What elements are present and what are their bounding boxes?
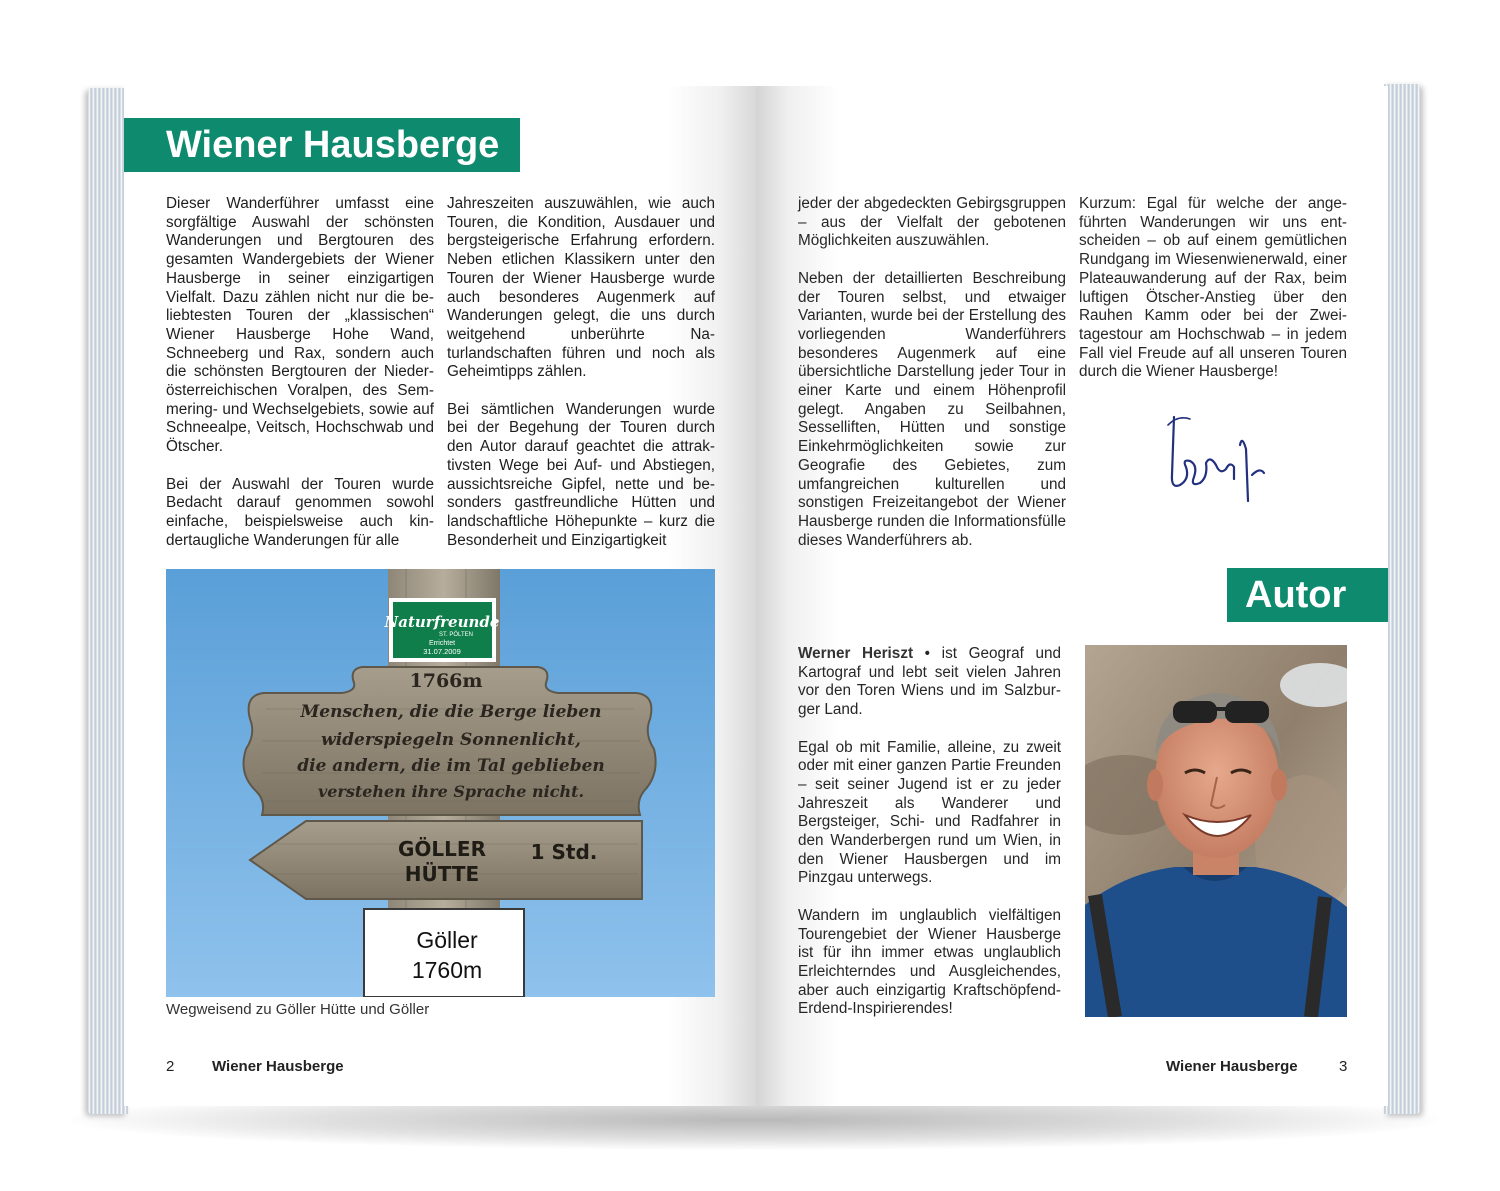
paragraph: Jahreszeiten auszuwählen, wie auch Touren, die Kondition, Ausdauer und bergsteigerische Erfahrung erfordern. Neben etlichen Klassikern unter den Touren der Wiener Hausberge wurde auch besonderes Augenmerk auf Wanderungen gelegt, die uns durch weitgehend unberührte Naturlandschaften führen und noch als Geheimtipps zählen. bbox=[447, 195, 715, 381]
footer-title-left bbox=[212, 1058, 344, 1075]
author-photo bbox=[1085, 645, 1347, 1017]
page-title bbox=[124, 118, 520, 172]
paragraph: Kurzum: Egal für welche der angeführten Wanderungen wir uns entscheiden – ob auf einem gemütlichen Rundgang im Wiesenwienerwald, einer Plateauwanderung auf der Rax, beim luftigen Ötscher-Anstieg über den Rauhen Kamm oder bei der Zweitagestour am Hochschwab – in jedem Fall viel Freude auf all unseren Touren durch die Wiener Hausberge! bbox=[1079, 195, 1347, 381]
sign-quote-line: widerspiegeln Sonnenlicht, bbox=[321, 730, 581, 750]
paragraph: Neben der detaillierten Beschreibung der Touren selbst, und etwaiger Varianten, wurde bei der Erstellung des vorliegenden Wanderführers besonderes Augenmerk auf eine übersichtliche Darstellung jeder Tour in einer Karte und einem Höhenprofil gelegt. Angaben zu Seilbahnen, Sesselliften, Hütten und sonstige Einkehrmöglichkeiten sowie zur Geografie des Gebietes, zum umfangreichen kulturellen und sonstigen Freizeitangebot der Wiener Hausberge runden die Informationsfülle dieses Wanderführers ab. bbox=[798, 269, 1066, 549]
badge-logo-text: Naturfreunde bbox=[384, 613, 500, 631]
author-signature bbox=[1160, 405, 1270, 510]
paragraph: jeder der abgedeckten Gebirgsgruppen – aus der Vielfalt der gebotenen Möglichkeiten auszuwählen. bbox=[798, 195, 1066, 250]
paragraph: Dieser Wanderführer umfasst eine sorgfältige Auswahl der schönsten Wanderungen und Bergtouren des gesamten Wandergebiets der Wiener Hausberge in seiner einzigartigen Vielfalt. Dazu zählen nicht nur die beliebtesten Touren der „klassischen“ Wiener Hausberge Hohe Wand, Schneeberg und Rax, sondern auch die schönsten Bergtouren der Niederösterreichischen Voralpen, des Semmering- und Wechselgebiets, sowie auf Schneealpe, Veitsch, Hochschwab und Ötscher. bbox=[166, 195, 434, 456]
right-text-column-1 bbox=[798, 195, 1066, 550]
page-number-right: 3 bbox=[1339, 1058, 1348, 1075]
page-title-text: Wiener Hausberge bbox=[166, 123, 500, 166]
arrow-time-text: 1 Std. bbox=[530, 840, 598, 864]
right-text-column-2 bbox=[1079, 195, 1347, 382]
bullet-separator: • bbox=[913, 645, 942, 662]
sign-quote-line: Menschen, die die Berge lieben bbox=[300, 702, 602, 722]
author-section-title-text: Autor bbox=[1245, 573, 1347, 616]
author-name: Werner Heriszt bbox=[798, 645, 914, 662]
sign-quote-line: verstehen ihre Sprache nicht. bbox=[317, 782, 585, 801]
left-text-column-2 bbox=[447, 195, 715, 550]
sign-quote-line: die andern, die im Tal geblieben bbox=[297, 756, 605, 776]
paragraph: Egal ob mit Familie, alleine, zu zweit oder mit einer ganzen Partie Freunden – seit seiner Jugend ist er zu jeder Jahreszeit als Wanderer und Bergsteiger, Schi- und Radfahrer in den Wanderbergen rund um Wien, in den Wiener Hausbergen und im Pinzgau unterwegs. bbox=[798, 738, 1061, 887]
paragraph: Wandern im unglaublich vielfältigen Tourengebiet der Wiener Hausberge ist für ihn immer etwas unglaublich Erleichterndes und Ausgleichendes, aber auch einzigartig Kraftschöpfend-Erdend-Inspirierendes! bbox=[798, 906, 1061, 1018]
footer-title-text: Wiener Hausberge bbox=[1166, 1058, 1298, 1075]
footer-title-text: Wiener Hausberge bbox=[212, 1058, 344, 1075]
book-edge-left bbox=[88, 88, 128, 1114]
sign-altitude-text: 1766m bbox=[409, 670, 483, 692]
signpost-photo bbox=[166, 569, 715, 997]
arrow-destination-line: HÜTTE bbox=[404, 862, 480, 886]
paragraph bbox=[798, 645, 1061, 720]
summit-altitude-text: 1760m bbox=[411, 957, 483, 983]
paragraph: Bei sämtlichen Wanderungen wurde bei der Begehung der Touren durch den Autor darauf geachtet die attraktivsten Wege bei Auf- und Abstiegen, aussichtsreiche Gipfel, nette und besonders gastfreundliche Hütten und landschaftliche Höhepunkte – kurz die Besonderheit und Einzigartigkeit bbox=[447, 400, 715, 549]
badge-city-text: ST. PÖLTEN bbox=[439, 632, 473, 638]
badge-date-text: 31.07.2009 bbox=[423, 647, 461, 656]
book-edge-right bbox=[1384, 84, 1420, 1114]
page-number-left: 2 bbox=[166, 1058, 175, 1075]
author-section-title bbox=[1227, 568, 1388, 622]
summit-name-text: Göller bbox=[416, 927, 478, 953]
photo-caption: Wegweisend zu Göller Hütte und Göller bbox=[166, 1001, 430, 1018]
paragraph: Bei der Auswahl der Touren wurde Bedacht darauf genommen sowohl einfache, beispielsweise auch kindertaugliche Wanderungen für alle bbox=[166, 475, 434, 549]
footer-title-right bbox=[1166, 1058, 1298, 1075]
author-intro: ist Geograf und Kartograf und lebt seit vielen Jahren vor den Toren Wiens und im Salzburger Land. bbox=[798, 645, 1062, 719]
left-text-column-1 bbox=[166, 195, 434, 550]
badge-errichtet-text: Errichtet bbox=[428, 640, 456, 647]
author-text-column bbox=[798, 645, 1061, 1019]
arrow-destination-line: GÖLLER bbox=[398, 837, 486, 861]
